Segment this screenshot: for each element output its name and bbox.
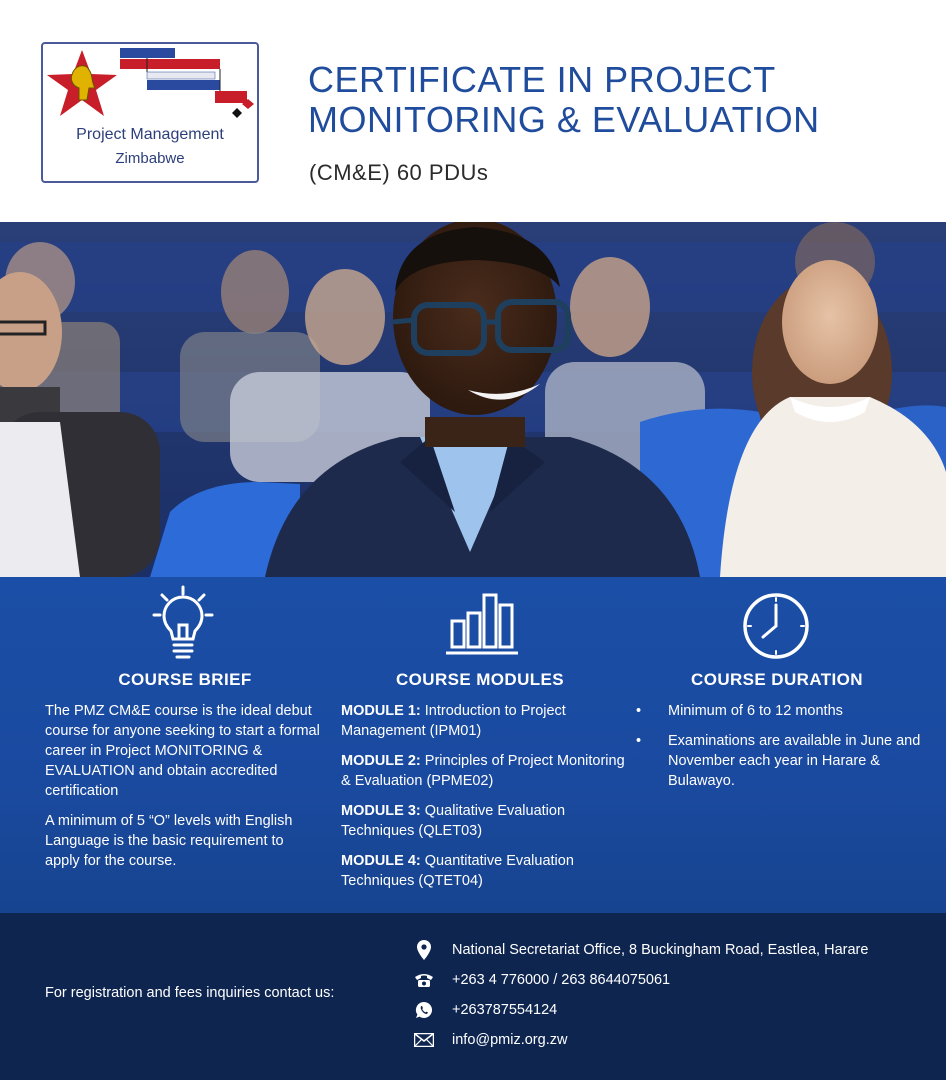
page-subtitle: (CM&E) 60 PDUs — [309, 160, 489, 185]
audience-illustration — [0, 222, 946, 577]
course-brief-text — [45, 701, 320, 881]
page-title — [308, 60, 928, 140]
whatsapp-icon — [412, 999, 436, 1021]
bar-chart-icon — [444, 591, 520, 661]
audience-photo — [0, 222, 946, 577]
module-text: Qualitative Evaluation Techniques (QLET03) — [341, 803, 566, 839]
course-modules-heading: COURSE MODULES — [395, 670, 565, 689]
course-brief-heading: COURSE BRIEF — [118, 670, 252, 689]
module-item — [341, 851, 626, 891]
phone-text[interactable]: +263 4 776000 / 263 8644075061 — [452, 972, 671, 988]
course-brief-paragraph-2: A minimum of 5 “O” levels with English Language is the basic requirement to apply for the course. — [45, 813, 293, 869]
location-pin-icon — [412, 939, 436, 961]
header — [0, 0, 946, 222]
contact-phone-row — [412, 969, 670, 991]
module-text: Principles of Project Monitoring & Evaluation (PPME02) — [341, 753, 625, 789]
module-text: Quantitative Evaluation Techniques (QTET04) — [341, 853, 574, 889]
duration-item: • Minimum of 6 to 12 months — [636, 701, 926, 721]
title-line-1: CERTIFICATE IN PROJECT — [308, 59, 776, 100]
email-link[interactable]: info@pmiz.org.zw — [452, 1032, 568, 1048]
address-text: National Secretariat Office, 8 Buckingham Road, Eastlea, Harare — [452, 942, 869, 958]
course-brief-paragraph-1: The PMZ CM&E course is the ideal debut course for anyone seeking to start a formal career in Project MONITORING & EVALUATION and obtain accredited certification — [45, 703, 320, 799]
course-duration-list — [636, 701, 926, 801]
clock-icon — [741, 591, 811, 661]
course-duration-heading: COURSE DURATION — [691, 670, 863, 689]
module-label: MODULE 1: — [341, 703, 421, 719]
envelope-icon — [412, 1029, 436, 1051]
module-label: MODULE 4: — [341, 853, 421, 869]
logo-text-line2: Zimbabwe — [115, 150, 185, 167]
module-item — [341, 701, 626, 741]
module-label: MODULE 3: — [341, 803, 421, 819]
whatsapp-text[interactable]: +263787554124 — [452, 1002, 558, 1018]
logo-text-line1: Project Management — [76, 126, 224, 143]
telephone-icon — [412, 969, 436, 991]
contact-lead-text: For registration and fees inquiries contact us: — [45, 985, 335, 1001]
duration-item: • Examinations are available in June and November each year in Harare & Bulawayo. — [636, 731, 926, 791]
contact-footer — [0, 913, 946, 1080]
module-item — [341, 801, 626, 841]
contact-address-row — [412, 939, 868, 961]
contact-whatsapp-row — [412, 999, 557, 1021]
lightbulb-icon — [150, 585, 216, 663]
module-item — [341, 751, 626, 791]
course-modules-list — [341, 701, 626, 901]
course-info-section — [0, 577, 946, 913]
module-label: MODULE 2: — [341, 753, 421, 769]
module-text: Introduction to Project Management (IPM01) — [341, 703, 566, 739]
title-line-2: MONITORING & EVALUATION — [308, 99, 820, 140]
pmz-logo — [41, 42, 259, 183]
contact-email-row — [412, 1029, 567, 1051]
